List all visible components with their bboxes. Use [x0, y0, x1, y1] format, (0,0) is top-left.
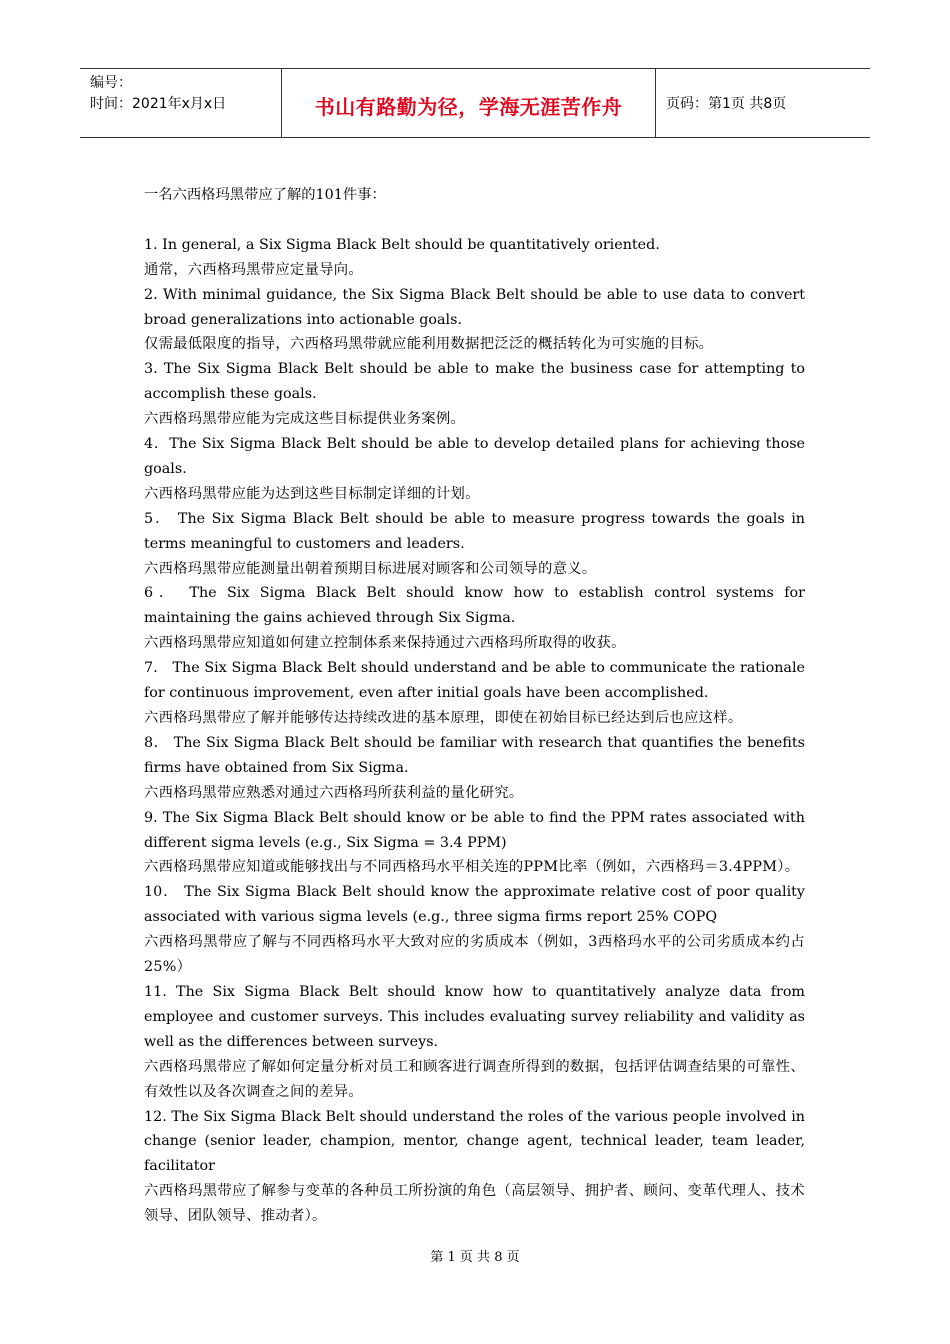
- document-body: [144, 183, 805, 1229]
- item-8-chinese: 六西格玛黑带应熟悉对通过六西格玛所获利益的量化研究。: [144, 784, 524, 801]
- item-3-chinese: 六西格玛黑带应能为完成这些目标提供业务案例。: [144, 411, 466, 428]
- header-meta: [80, 69, 282, 137]
- page-header: [80, 68, 870, 138]
- item-5-chinese: 六西格玛黑带应能测量出朝着预期目标进展对顾客和公司领导的意义。: [144, 560, 597, 577]
- document-time-label: 时间：2021年x月x日: [90, 96, 227, 112]
- document-number-label: 编号：: [90, 75, 132, 91]
- item-3-english: 3. The Six Sigma Black Belt should be able to make the business case for attempting to accomplish these goals.: [144, 361, 805, 403]
- header-motto: 书山有路勤为径，学海无涯苦作舟: [282, 69, 656, 137]
- item-12-english: 12. The Six Sigma Black Belt should understand the roles of the various people involved in change (senior leader, champion, mentor, change agent, technical leader, team leader, facilitator: [144, 1108, 805, 1175]
- item-2-english: 2. With minimal guidance, the Six Sigma Black Belt should be able to use data to convert broad generalizations into actionable goals.: [144, 286, 805, 328]
- item-6-chinese: 六西格玛黑带应知道如何建立控制体系来保持通过六西格玛所取得的收获。: [144, 635, 626, 652]
- item-6-english: 6． The Six Sigma Black Belt should know how to establish control systems for maintaining the gains achieved through Six Sigma.: [144, 585, 805, 627]
- item-9-english: 9. The Six Sigma Black Belt should know or be able to find the PPM rates associated with different sigma levels (e.g., Six Sigma = 3.4 PPM): [144, 809, 805, 851]
- header-page-info: 页码：第1页 共8页: [666, 96, 787, 112]
- item-2-chinese: 仅需最低限度的指导，六西格玛黑带就应能利用数据把泛泛的概括转化为可实施的目标。: [144, 336, 714, 353]
- item-4-english: 4．The Six Sigma Black Belt should be able to develop detailed plans for achieving those goals.: [144, 436, 805, 477]
- item-12-chinese: 六西格玛黑带应了解参与变革的各种员工所扮演的角色（高层领导、拥护者、顾问、变革代理人、技术领导、团队领导、推动者）。: [144, 1183, 805, 1225]
- item-7-english: 7． The Six Sigma Black Belt should understand and be able to communicate the rationale for continuous improvement, even after initial goals have been accomplished.: [144, 660, 805, 702]
- item-1-english: 1. In general, a Six Sigma Black Belt should be quantitatively oriented.: [144, 236, 660, 253]
- item-9-chinese: 六西格玛黑带应知道或能够找出与不同西格玛水平相关连的PPM比率（例如，六西格玛＝3.4PPM）。: [144, 859, 800, 876]
- item-8-english: 8． The Six Sigma Black Belt should be familiar with research that quantifies the benefits firms have obtained from Six Sigma.: [144, 734, 805, 776]
- item-11-chinese: 六西格玛黑带应了解如何定量分析对员工和顾客进行调查所得到的数据，包括评估调查结果的可靠性、有效性以及各次调查之间的差异。: [144, 1058, 805, 1100]
- item-5-english: 5． The Six Sigma Black Belt should be able to measure progress towards the goals in terms meaningful to customers and leaders.: [144, 510, 805, 552]
- item-1-chinese: 通常，六西格玛黑带应定量导向。: [144, 261, 363, 278]
- item-4-chinese: 六西格玛黑带应能为达到这些目标制定详细的计划。: [144, 485, 480, 502]
- item-10-chinese: 六西格玛黑带应了解与不同西格玛水平大致对应的劣质成本（例如，3西格玛水平的公司劣质成本约占25%）: [144, 934, 805, 976]
- page-footer: 第 1 页 共 8 页: [430, 1250, 520, 1265]
- item-11-english: 11. The Six Sigma Black Belt should know how to quantitatively analyze data from employee and customer surveys. This includes evaluating survey reliability and validity as well as the differences between surveys.: [144, 983, 805, 1050]
- item-10-english: 10． The Six Sigma Black Belt should know the approximate relative cost of poor quality associated with various sigma levels (e.g., three sigma firms report 25% COPQ: [144, 884, 805, 926]
- item-7-chinese: 六西格玛黑带应了解并能够传达持续改进的基本原理，即使在初始目标已经达到后也应这样。: [144, 710, 743, 727]
- document-intro: 一名六西格玛黑带应了解的101件事：: [144, 187, 386, 203]
